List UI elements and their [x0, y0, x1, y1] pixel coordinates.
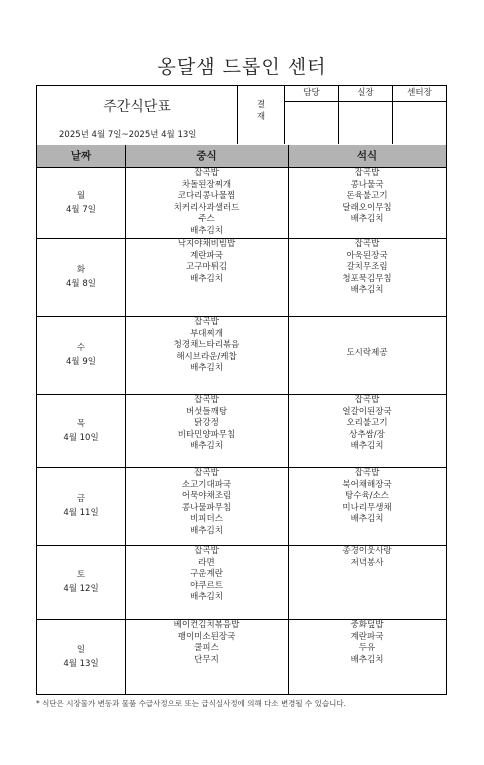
table-row: [37, 316, 446, 395]
menu-item: 북어채해장국: [342, 479, 392, 490]
menu-item: 닭강정: [194, 418, 219, 428]
dinner-cell: [288, 239, 446, 297]
menu-item: 배추김치: [190, 225, 223, 236]
dinner-cell: [288, 620, 446, 666]
date: 4월 12일: [63, 584, 99, 594]
date: 4월 8일: [66, 279, 96, 289]
column-dinner: 석식: [356, 150, 378, 162]
menu-item: 배추김치: [190, 441, 223, 451]
weekday: 토: [76, 570, 86, 580]
approval-box: [237, 86, 446, 145]
lunch-cell: [125, 620, 288, 666]
weekday: 화: [76, 265, 86, 275]
menu-item: 갈치무조림: [346, 262, 388, 272]
table-row: [37, 619, 446, 694]
menu-item: 베이컨김치볶음밥: [173, 620, 240, 630]
menu-item: 청포묵김무침: [342, 273, 392, 284]
menu-item: 배추김치: [350, 514, 384, 524]
week-title: 주간식단표: [103, 99, 171, 115]
menu-item: 팽이미소된장국: [177, 631, 236, 642]
menu-item: 상추쌈/장: [349, 429, 385, 440]
day-cell: [37, 341, 125, 369]
table-row: [37, 238, 446, 317]
lunch-cell: [125, 546, 288, 604]
approval-col-manager: [285, 86, 339, 144]
menu-item: 배추김치: [190, 592, 223, 602]
menu-item: 계란파국: [350, 631, 384, 642]
menu-item: 쿨피스: [194, 643, 219, 653]
menu-item: 배추김치: [350, 441, 384, 451]
menu-item: 잡곡밥: [354, 239, 380, 249]
approval-label: [237, 86, 285, 144]
menu-item: 청경채느타리볶음: [173, 340, 240, 350]
table-row: [37, 545, 446, 620]
menu-item: 부대찌개: [190, 328, 223, 339]
menu-item: 비피더스: [190, 514, 223, 524]
menu-item: 콩나물파무침: [181, 502, 232, 513]
menu-item: 잡곡밥: [354, 468, 380, 478]
menu-item: 낙지야채비빔밥: [177, 239, 236, 249]
approval-label-text: 결 재: [256, 100, 266, 122]
menu-item: 야쿠르트: [190, 580, 223, 591]
menu-item: 라면: [198, 557, 215, 568]
day-cell: [37, 417, 125, 445]
menu-item: 탕수육/소스: [345, 491, 389, 501]
menu-item: 코다리콩나물찜: [177, 191, 236, 201]
weekday: 목: [76, 419, 86, 429]
menu-item: 단무지: [194, 654, 219, 665]
sheet-header: [37, 86, 446, 146]
menu-item: 배추김치: [350, 214, 384, 224]
menu-item: 콩나물국: [350, 179, 384, 190]
menu-item: 치커리사과샐러드: [173, 202, 240, 213]
menu-item: 미나리무생채: [342, 502, 392, 513]
menu-item: 오리불고기: [346, 418, 388, 428]
approval-col-label: 실장: [339, 86, 392, 102]
date: 4월 11일: [63, 508, 99, 518]
menu-item: 도시락제공: [346, 348, 388, 358]
menu-item: 구운계란: [190, 569, 223, 579]
menu-item: 소고기대파국: [181, 479, 232, 490]
weekday: 월: [76, 191, 86, 201]
menu-item: 저녁봉사: [350, 557, 384, 568]
column-header: [37, 145, 446, 168]
menu-item: 배추김치: [190, 273, 223, 284]
approval-col-label: 센터장: [393, 86, 446, 102]
menu-item: 돈육불고기: [346, 191, 388, 201]
menu-item: 차돌된장찌개: [181, 179, 232, 190]
day-cell: [37, 492, 125, 520]
menu-item: 아욱된장국: [346, 250, 388, 261]
dinner-cell: [288, 546, 446, 569]
menu-item: 잡곡밥: [354, 395, 380, 405]
dinner-cell: [288, 348, 446, 360]
menu-item: 잡곡밥: [194, 395, 219, 405]
menu-item: 두유: [358, 643, 376, 653]
menu-item: 배추김치: [190, 363, 223, 373]
menu-item: 해시브라운/케찹: [176, 351, 237, 362]
menu-item: 버섯들깨탕: [185, 406, 228, 417]
dinner-cell: [288, 395, 446, 453]
page-title: 옹달샘 드롭인 센터: [157, 56, 327, 78]
date-range: 2025년 4월 7일~2025년 4월 13일: [59, 130, 197, 140]
menu-item: 계란파국: [190, 250, 223, 261]
menu-item: 종경이웃사랑: [342, 546, 392, 556]
menu-item: 배추김치: [350, 285, 384, 295]
lunch-cell: [125, 468, 288, 537]
menu-item: 배추김치: [190, 525, 223, 536]
menu-item: 잡곡밥: [194, 468, 219, 478]
table-row: [37, 467, 446, 546]
menu-item: 비타민양파무침: [177, 429, 236, 440]
date: 4월 7일: [66, 205, 96, 215]
date: 4월 10일: [63, 433, 99, 443]
day-cell: [37, 568, 125, 596]
menu-item: 고구마튀김: [185, 262, 228, 272]
menu-item: 잡곡밥: [354, 168, 380, 178]
weekday: 수: [76, 343, 86, 353]
weekday: 금: [76, 494, 86, 504]
lunch-cell: [125, 168, 288, 237]
menu-item: 잡곡밥: [194, 546, 219, 556]
dinner-cell: [288, 468, 446, 526]
weekday: 일: [76, 645, 86, 655]
menu-item: 달래오이무침: [342, 202, 392, 213]
menu-item: 배추김치: [350, 654, 384, 665]
approval-col-chief: [339, 86, 393, 144]
menu-item: 잡곡밥: [194, 317, 219, 327]
menu-sheet: [36, 85, 447, 695]
menu-item: 중화덮밥: [350, 620, 384, 630]
column-day: 날짜: [70, 150, 92, 162]
approval-col-director: [393, 86, 446, 144]
lunch-cell: [125, 239, 288, 285]
day-cell: [37, 643, 125, 671]
dinner-cell: [288, 168, 446, 226]
table-row: [37, 167, 446, 239]
day-cell: [37, 263, 125, 291]
menu-item: 얼갈이된장국: [342, 406, 392, 417]
menu-item: 주스: [198, 214, 215, 224]
menu-item: 잡곡밥: [194, 168, 219, 178]
approval-col-label: 담당: [285, 86, 338, 102]
table-row: [37, 394, 446, 468]
lunch-cell: [125, 395, 288, 453]
footnote: * 식단은 시장물가 변동과 물품 수급사정으로 또는 급식실사정에 의해 다소 변경될 수 있습니다.: [36, 699, 347, 708]
lunch-cell: [125, 317, 288, 375]
date: 4월 9일: [66, 357, 96, 367]
date: 4월 13일: [63, 659, 99, 669]
menu-item: 어묵야채조림: [181, 491, 232, 501]
column-lunch: 중식: [196, 150, 217, 162]
day-cell: [37, 189, 125, 217]
